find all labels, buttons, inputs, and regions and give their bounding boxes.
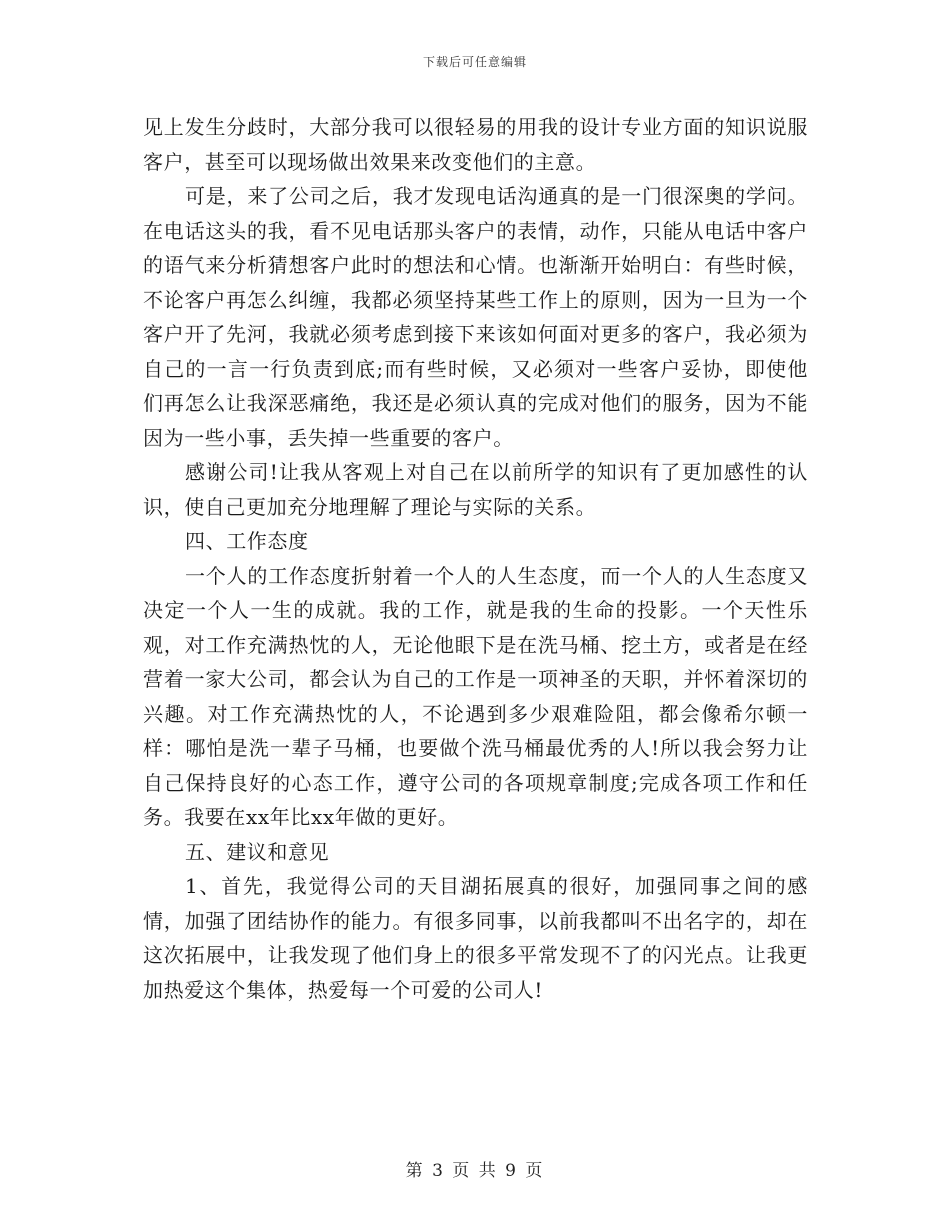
document-body [143, 110, 808, 1007]
page-header: 下载后可任意编辑 [422, 55, 527, 69]
paragraph: 一个人的工作态度折射着一个人的人生态度，而一个人的人生态度又决定一个人一生的成就。我的工作，就是我的生命的投影。一个天性乐观，对工作充满热忱的人，无论他眼下是在洗马桶、挖土方，或者是在经营着一家大公司，都会认为自己的工作是一项神圣的天职，并怀着深切的兴趣。对工作充满热忱的人，不论遇到多少艰难险阻，都会像希尔顿一样：哪怕是洗一辈子马桶，也要做个洗马桶最优秀的人!所以我会努力让自己保持良好的心态工作，遵守公司的各项规章制度;完成各项工作和任务。我要在xx年比xx年做的更好。 [143, 563, 808, 829]
page-number: 第 3 页 共 9 页 [405, 1161, 545, 1181]
paragraph: 可是，来了公司之后，我才发现电话沟通真的是一门很深奥的学问。在电话这头的我，看不见电话那头客户的表情，动作，只能从电话中客户的语气来分析猜想客户此时的想法和心情。也渐渐开始明白：有些时候，不论客户再怎么纠缠，我都必须坚持某些工作上的原则，因为一旦为一个客户开了先河，我就必须考虑到接下来该如何面对更多的客户，我必须为自己的一言一行负责到底;而有些时候，又必须对一些客户妥协，即使他们再怎么让我深恶痛绝，我还是必须认真的完成对他们的服务，因为不能因为一些小事，丢失掉一些重要的客户。 [143, 184, 808, 450]
paragraph: 1、首先，我觉得公司的天目湖拓展真的很好，加强同事之间的感情，加强了团结协作的能力。有很多同事，以前我都叫不出名字的，却在这次拓展中，让我发现了他们身上的很多平常发现不了的闪光点。让我更加热爱这个集体，热爱每一个可爱的公司人! [143, 874, 808, 1002]
section-heading: 四、工作态度 [185, 529, 309, 553]
paragraph: 感谢公司!让我从客观上对自己在以前所学的知识有了更加感性的认识，使自己更加充分地理解了理论与实际的关系。 [143, 460, 808, 519]
section-heading: 五、建议和意见 [185, 839, 330, 864]
paragraph: 见上发生分歧时，大部分我可以很轻易的用我的设计专业方面的知识说服客户，甚至可以现场做出效果来改变他们的主意。 [143, 115, 808, 174]
